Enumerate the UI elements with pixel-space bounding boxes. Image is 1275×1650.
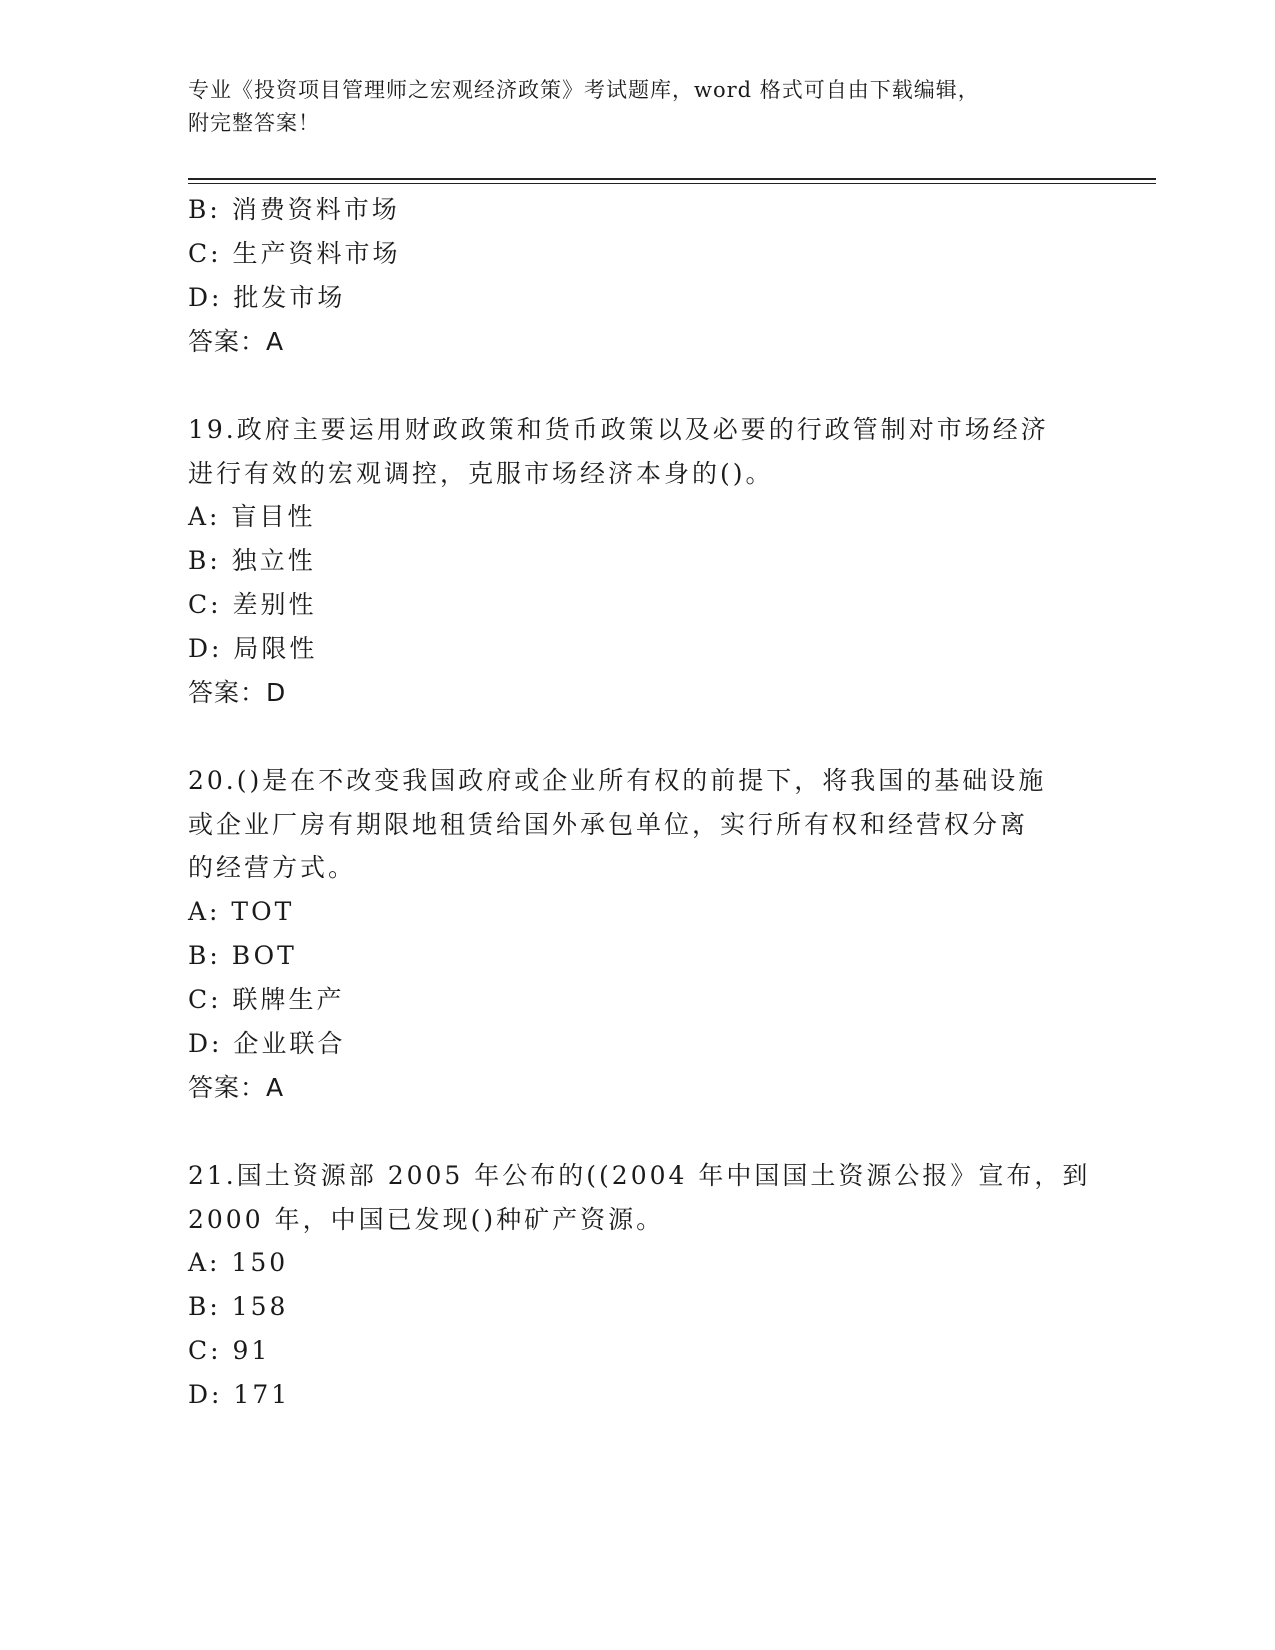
- q18-option-d: D: 批发市场: [188, 283, 346, 312]
- q21-option-b: B: 158: [188, 1292, 289, 1321]
- q20-option-b: B: BOT: [188, 941, 297, 970]
- q20-stem-line-1: 20.()是在不改变我国政府或企业所有权的前提下，将我国的基础设施: [188, 766, 1047, 795]
- q19-option-b: B: 独立性: [188, 546, 316, 575]
- q18-option-c: C: 生产资料市场: [188, 239, 401, 268]
- q21-stem-line-2: 2000 年，中国已发现()种矿产资源。: [188, 1205, 665, 1234]
- q20-stem-line-3: 的经营方式。: [188, 853, 357, 882]
- q19-option-a: A: 盲目性: [188, 502, 316, 531]
- header-divider-thick: [188, 178, 1156, 180]
- q20-answer: 答案：A: [188, 1073, 285, 1102]
- header-line-2: 附完整答案！: [188, 111, 320, 135]
- header-line-1: 专业《投资项目管理师之宏观经济政策》考试题库，word 格式可自由下载编辑，: [188, 78, 980, 102]
- q19-answer: 答案：D: [188, 678, 287, 707]
- q21-option-c: C: 91: [188, 1336, 271, 1365]
- q19-stem-line-2: 进行有效的宏观调控，克服市场经济本身的()。: [188, 459, 774, 488]
- q21-option-d: D: 171: [188, 1380, 291, 1409]
- q21-stem-line-1: 21.国土资源部 2005 年公布的((2004 年中国国土资源公报》宣布，到: [188, 1161, 1091, 1190]
- q18-option-b: B: 消费资料市场: [188, 195, 400, 224]
- q20-stem-line-2: 或企业厂房有期限地租赁给国外承包单位，实行所有权和经营权分离: [188, 810, 1029, 839]
- header-divider-thin: [188, 183, 1156, 184]
- q19-stem-line-1: 19.政府主要运用财政政策和货币政策以及必要的行政管制对市场经济: [188, 415, 1049, 444]
- q21-option-a: A: 150: [188, 1248, 289, 1277]
- q19-option-d: D: 局限性: [188, 634, 318, 663]
- q20-option-c: C: 联牌生产: [188, 985, 345, 1014]
- q20-option-d: D: 企业联合: [188, 1029, 346, 1058]
- q19-option-c: C: 差别性: [188, 590, 317, 619]
- q20-option-a: A: TOT: [188, 897, 295, 926]
- q18-answer: 答案：A: [188, 327, 285, 356]
- document-header: [188, 74, 1088, 140]
